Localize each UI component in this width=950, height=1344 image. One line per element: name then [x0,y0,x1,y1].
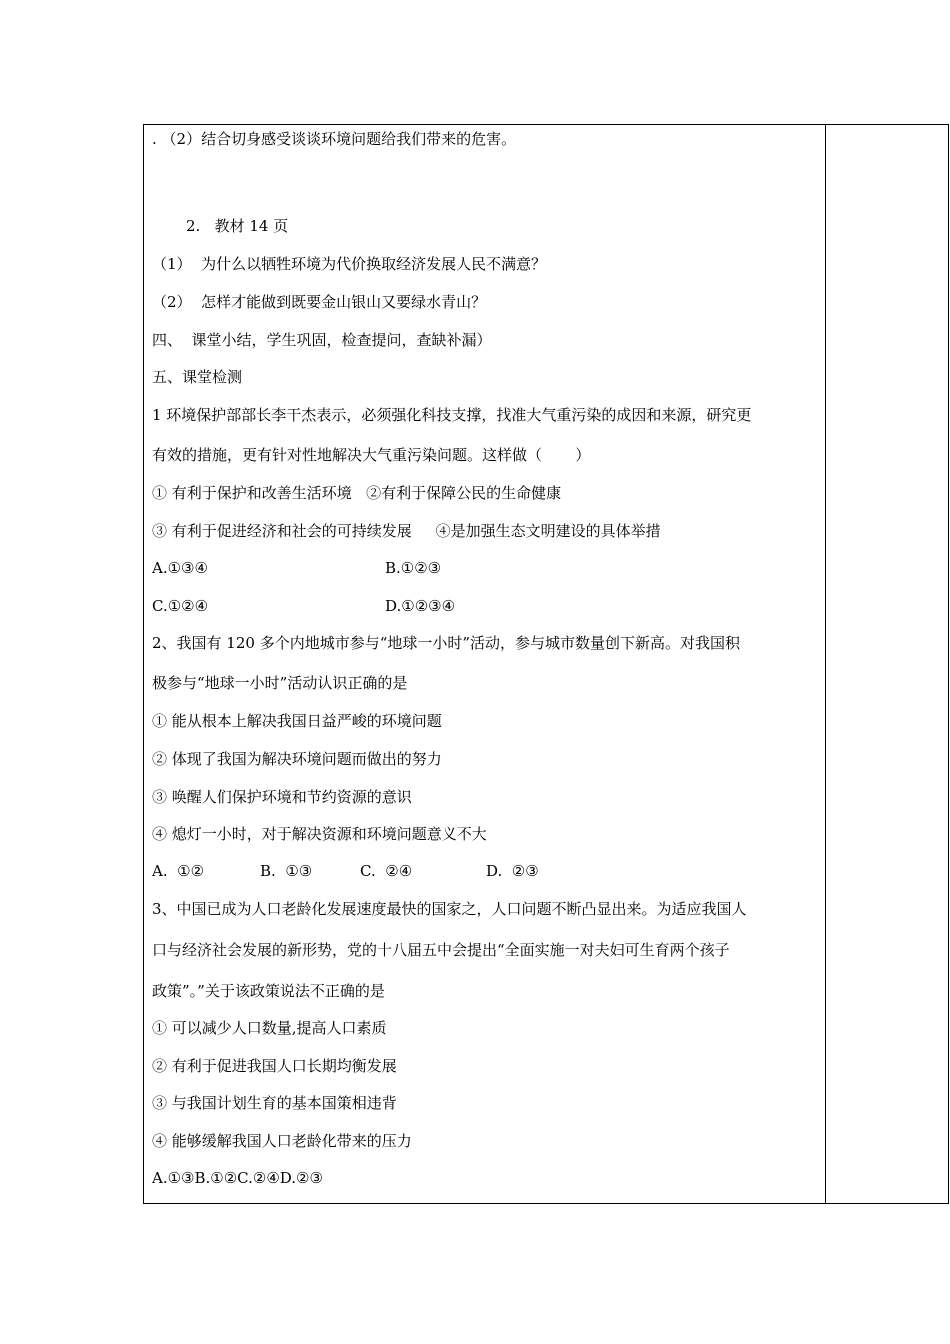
section-heading: 2. 教材 14 页 [186,217,289,235]
question-line: （2） 怎样才能做到既要金山银山又要绿水青山？ [152,293,487,311]
answer-option-b: B. ①③ [260,862,313,880]
answer-option-a: A. ①② [152,862,205,880]
statement-item: ① 能从根本上解决我国日益严峻的环境问题 [152,712,442,730]
question-stem: 有效的措施，更有针对性地解决大气重污染问题。这样做（ ） [152,446,591,464]
statement-item: ④ 熄灯一小时，对于解决资源和环境问题意义不大 [152,825,487,843]
statement-item: ③ 有利于促进经济和社会的可持续发展 ④是加强生态文明建设的具体举措 [152,522,661,540]
section-heading: 五、课堂检测 [152,368,243,386]
answer-option-d: D. ②③ [486,862,539,880]
statement-item: ① 有利于保护和改善生活环境 ②有利于保障公民的生命健康 [152,484,562,502]
table-column-divider [825,124,826,1204]
question-stem: 口与经济社会发展的新形势，党的十八届五中会提出“全面实施一对夫妇可生育两个孩子 [152,941,730,959]
statement-item: ④ 能够缓解我国人口老龄化带来的压力 [152,1132,412,1150]
question-stem: 极参与“地球一小时”活动认识正确的是 [152,674,408,692]
answer-option-d: D.①②③④ [385,597,456,615]
statement-item: ① 可以减少人口数量,提高人口素质 [152,1019,387,1037]
answer-option-b: B.①②③ [385,559,442,577]
question-line: （1） 为什么以牺牲环境为代价换取经济发展人民不满意？ [152,255,547,273]
statement-item: ② 体现了我国为解决环境问题而做出的努力 [152,750,442,768]
question-line: . （2）结合切身感受谈谈环境问题给我们带来的危害。 [152,130,517,148]
section-heading: 四、 课堂小结，学生巩固，检查提问，查缺补漏） [152,331,492,349]
question-stem: 政策”。”关于该政策说法不正确的是 [152,982,385,1000]
answer-option-c: C.①②④ [152,597,209,615]
statement-item: ③ 与我国计划生育的基本国策相违背 [152,1094,397,1112]
statement-item: ② 有利于促进我国人口长期均衡发展 [152,1057,397,1075]
lesson-table [143,124,949,1204]
answer-options: A.①③B.①②C.②④D.②③ [152,1169,323,1187]
question-stem: 3、中国已成为人口老龄化发展速度最快的国家之，人口问题不断凸显出来。为适应我国人 [152,900,747,918]
question-stem: 1 环境保护部部长李干杰表示，必须强化科技支撑，找准大气重污染的成因和来源，研究更 [152,406,752,424]
answer-option-a: A.①③④ [152,559,208,577]
answer-option-c: C. ②④ [360,862,413,880]
statement-item: ③ 唤醒人们保护环境和节约资源的意识 [152,788,412,806]
question-stem: 2、我国有 120 多个内地城市参与“地球一小时”活动，参与城市数量创下新高。对我国积 [152,634,741,652]
